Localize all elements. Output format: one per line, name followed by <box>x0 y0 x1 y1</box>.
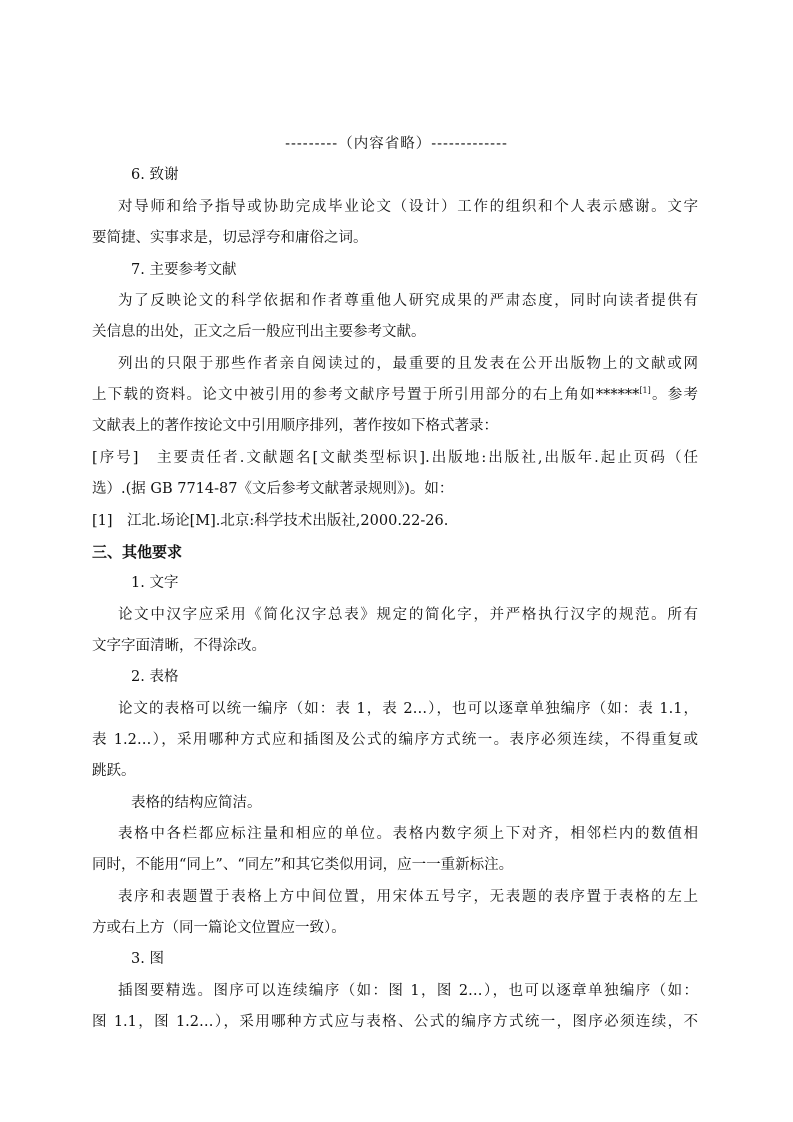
reference-format-line: [序号] 主要责任者.文献题名[文献类型标识].出版地:出版社,出版年.起止页码（任 <box>92 450 698 466</box>
paragraph-line: 表序和表题置于表格上方中间位置，用宋体五号字，无表题的表序置于表格的左上 <box>118 889 698 905</box>
section-heading-figures: 3. 图 <box>131 951 164 967</box>
paragraph-line: 文字字面清晰，不得涂改。 <box>92 638 266 654</box>
paragraph-line: 图 1.1，图 1.2…），采用哪种方式应与表格、公式的编序方式统一，图序必须连续，不 <box>92 1014 698 1030</box>
section-heading-tables: 2. 表格 <box>131 669 179 685</box>
chapter-heading-other-requirements: 三、其他要求 <box>92 543 183 561</box>
section-heading-references: 7. 主要参考文献 <box>131 262 237 278</box>
paragraph-line: 要简捷、实事求是，切忌浮夸和庸俗之词。 <box>92 230 368 246</box>
reference-example: [1] 江北.场论[M].北京:科学技术出版社,2000.22-26. <box>92 513 449 529</box>
omitted-content-separator: ---------（内容省略）------------- <box>285 136 508 152</box>
paragraph-line: 跳跃。 <box>92 763 136 779</box>
paragraph-line <box>92 385 698 405</box>
paragraph-line: 插图要精选。图序可以连续编序（如：图 1，图 2…），也可以逐章单独编序（如： <box>118 983 698 999</box>
paragraph-line: 为了反映论文的科学依据和作者尊重他人研究成果的严肃态度，同时向读者提供有 <box>118 293 698 309</box>
paragraph-line: 对导师和给予指导或协助完成毕业论文（设计）工作的组织和个人表示感谢。文字 <box>118 199 698 215</box>
paragraph-line: 表格的结构应简洁。 <box>131 795 262 811</box>
paragraph-text: 上下载的资料。论文中被引用的参考文献序号置于所引用部分的右上角如****** <box>92 387 640 403</box>
paragraph-line: 表格中各栏都应标注量和相应的单位。表格内数字须上下对齐，相邻栏内的数值相 <box>118 826 698 842</box>
section-heading-acknowledgements: 6. 致谢 <box>131 167 179 183</box>
paragraph-line: 文献表上的著作按论文中引用顺序排列，著作按如下格式著录： <box>92 418 498 434</box>
paragraph-line: 方或右上方（同一篇论文位置应一致）。 <box>92 920 346 936</box>
paragraph-line: 同时，不能用“同上”、“同左”和其它类似用词，应一一重新标注。 <box>92 857 514 873</box>
citation-superscript: [1] <box>639 386 651 396</box>
paragraph-line: 关信息的出处，正文之后一般应刊出主要参考文献。 <box>92 324 426 340</box>
paragraph-text: 。参考 <box>650 387 699 403</box>
section-heading-text: 1. 文字 <box>131 575 179 591</box>
paragraph-line: 列出的只限于那些作者亲自阅读过的，最重要的且发表在公开出版物上的文献或网 <box>118 356 698 372</box>
paragraph-line: 论文中汉字应采用《简化汉字总表》规定的简化字，并严格执行汉字的规范。所有 <box>118 607 698 623</box>
paragraph-line: 表 1.2…），采用哪种方式应和插图及公式的编序方式统一。表序必须连续，不得重复或 <box>92 732 698 748</box>
paragraph-line: 论文的表格可以统一编序（如：表 1，表 2…），也可以逐章单独编序（如：表 1.1， <box>118 701 698 717</box>
reference-format-line: 选）.(据 GB 7714-87《文后参考文献著录规则》)。如： <box>92 481 454 497</box>
